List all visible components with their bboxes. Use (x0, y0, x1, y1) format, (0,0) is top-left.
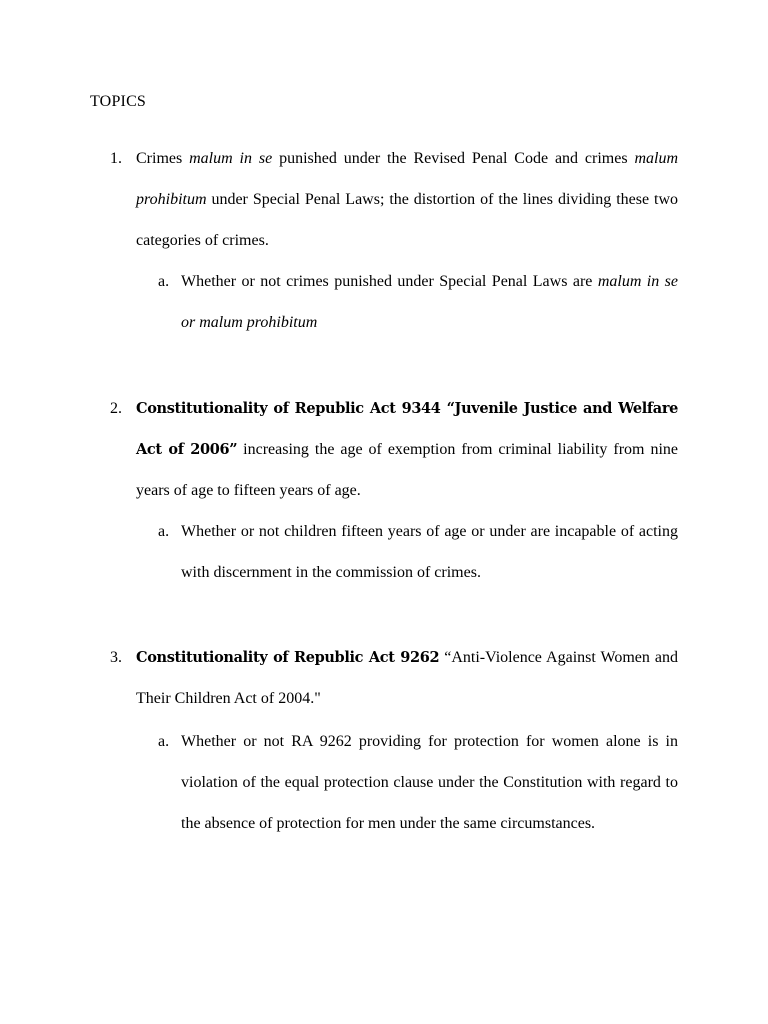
subtopic-letter: a. (158, 523, 170, 540)
topic-text-segment: “Anti-Violence Against Women and Their Children Act of 2004." (136, 649, 678, 707)
topic-bold-title: Constitutionality of Republic Act 9344 “Juvenile Justice and Welfare Act of 2006” (136, 400, 678, 458)
topic-bold-title: Constitutionality of Republic Act 9262 (136, 649, 440, 666)
subtopic-text (181, 261, 678, 343)
subtopic-item (136, 261, 678, 343)
topic-text (136, 388, 678, 511)
subtopic-text-segment: Whether or not crimes punished under Special Penal Laws are (181, 273, 598, 290)
subtopic-letter: a. (158, 273, 170, 290)
topic-italic-term: malum prohibitum (136, 150, 679, 208)
topic-text-segment: under Special Penal Laws; the distortion of the lines dividing these two categories of crimes. (136, 191, 678, 249)
topic-item-1 (110, 138, 678, 343)
topic-number: 1. (110, 150, 122, 167)
subtopic-item (136, 511, 678, 593)
subtopic-item (136, 721, 678, 844)
topic-text (136, 637, 678, 719)
topic-item-2 (110, 388, 678, 593)
topic-number: 2. (110, 400, 122, 417)
subtopic-text: Whether or not RA 9262 providing for protection for women alone is in violation of the equal protection clause under the Constitution with regard to the absence of protection for men under the same circumstances. (181, 733, 678, 832)
subtopic-italic-term: malum in se or malum prohibitum (181, 273, 679, 331)
topic-text-segment: punished under the Revised Penal Code and crimes (272, 150, 635, 167)
topic-item-3 (110, 637, 678, 844)
topic-text-segment: Crimes (136, 150, 190, 167)
topic-text-segment: increasing the age of exemption from criminal liability from nine years of age to fifteen years of age. (136, 441, 679, 499)
topic-text (136, 138, 678, 261)
page-title: TOPICS (90, 93, 147, 110)
subtopic-text: Whether or not children fifteen years of age or under are incapable of acting with discernment in the commission of crimes. (181, 523, 678, 581)
topic-italic-term: malum in se (189, 150, 273, 167)
subtopic-letter: a. (158, 733, 170, 750)
topic-number: 3. (110, 649, 122, 666)
